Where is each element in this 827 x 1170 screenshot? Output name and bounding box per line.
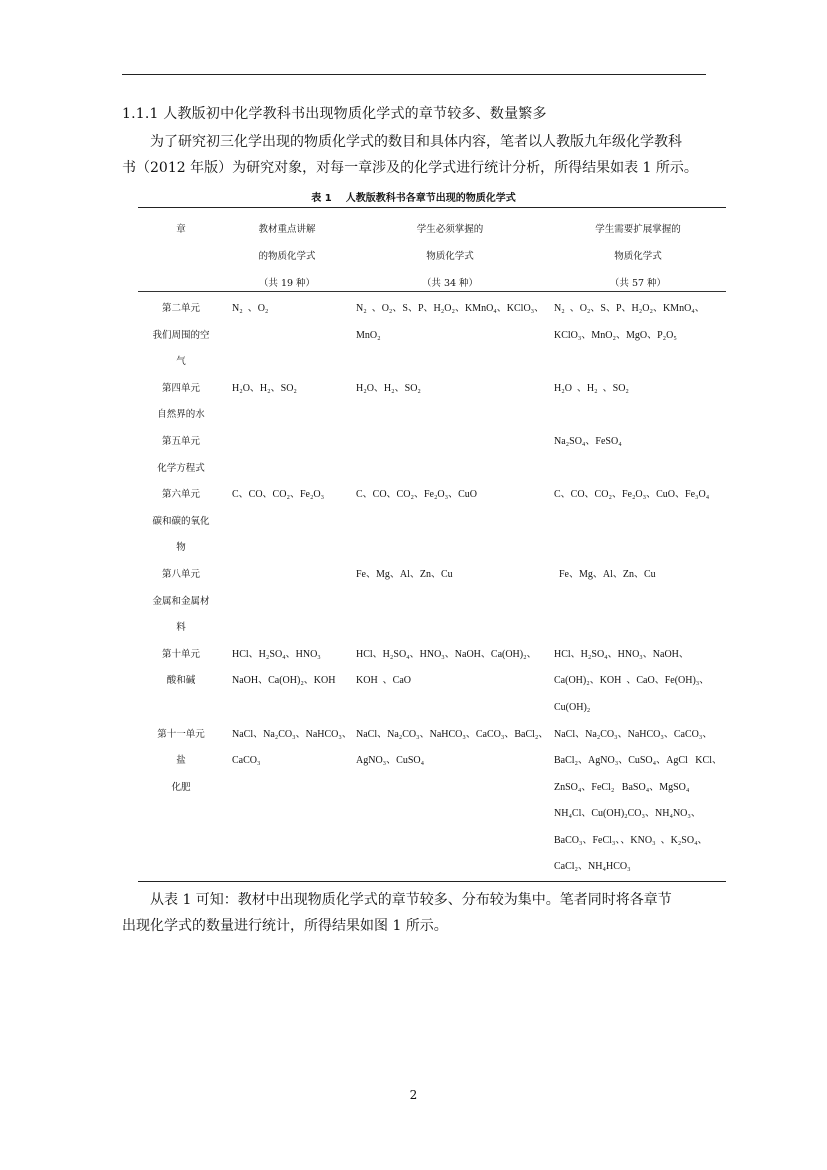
chapter-cell <box>138 376 224 429</box>
after-line-2: 出现化学式的数量进行统计，所得结果如图 1 所示。 <box>122 918 448 934</box>
cell-line: 自然界的水 <box>157 409 205 421</box>
table-caption <box>0 189 827 204</box>
cell-line: 酸和碱 <box>166 675 196 687</box>
must-formulas-cell <box>350 296 550 376</box>
cell-line: NaCl、Na₂CO₃、NaHCO₃、CaCO₃、BaCl₂、 <box>356 728 549 740</box>
extend-formulas-cell <box>550 429 726 482</box>
cell-line: HCl、H₂SO₄、HNO₃ <box>232 648 321 660</box>
table-row <box>138 722 726 882</box>
after-paragraph <box>122 887 708 939</box>
header-line: （共 19 种） <box>258 278 316 289</box>
extend-formulas-cell <box>550 296 726 376</box>
header-line: 章 <box>176 224 186 235</box>
cell-line: 气 <box>176 356 186 368</box>
key-formulas-cell <box>224 722 350 882</box>
cell-line: N₂ 、O₂、S、P、H₂O₂、KMnO₄、 <box>554 303 705 314</box>
table-header <box>138 208 726 291</box>
header-line: 的物质化学式 <box>258 251 316 262</box>
must-formulas-cell <box>350 482 550 562</box>
cell-line: 盐 <box>176 755 186 767</box>
key-formulas-cell <box>224 482 350 562</box>
extend-formulas-cell <box>550 482 726 562</box>
table-row <box>138 429 726 482</box>
header-line: （共 34 种） <box>421 278 479 289</box>
cell-line: 第五单元 <box>161 435 200 447</box>
table-row <box>138 376 726 429</box>
extend-formulas-cell <box>550 562 726 642</box>
cell-line: NH₄Cl、Cu(OH)₂CO₃、NH₄NO₃、 <box>554 808 701 820</box>
cell-line: 化学方程式 <box>157 462 205 474</box>
cell-line: KOH 、CaO <box>356 675 411 687</box>
header-line: 学生必须掌握的 <box>416 224 484 235</box>
chapter-cell <box>138 296 224 376</box>
table-caption-text: 人教版教科书各章节出现的物质化学式 <box>345 193 516 204</box>
cell-line: C、CO、CO₂、Fe₂O₃、CuO <box>356 489 478 501</box>
table-body <box>138 292 726 881</box>
cell-line: HCl、H₂SO₄、HNO₃、NaOH、 <box>554 648 689 660</box>
header-line: 学生需要扩展掌握的 <box>595 224 681 235</box>
header-line: 物质化学式 <box>614 251 662 262</box>
cell-line: C、CO、CO₂、Fe₂O₃、CuO、Fe₃O₄ <box>554 489 710 501</box>
table-row <box>138 562 726 642</box>
cell-line: Cu(OH)₂ <box>554 701 591 713</box>
chapter-cell <box>138 429 224 482</box>
key-formulas-cell <box>224 376 350 429</box>
key-formulas-cell <box>224 429 350 482</box>
must-formulas-cell <box>350 562 550 642</box>
cell-line: CaCl₂、NH₄HCO₃ <box>554 861 631 873</box>
header-key-formulas <box>224 216 350 291</box>
intro-paragraph <box>122 129 708 181</box>
cell-line: BaCO₃、FeCl₃、、KNO₃ 、K₂SO₄、 <box>554 834 708 846</box>
page-number: 2 <box>409 1088 418 1102</box>
header-line: 物质化学式 <box>426 251 474 262</box>
must-formulas-cell <box>350 429 550 482</box>
cell-line: Fe、Mg、Al、Zn、Cu <box>554 568 656 580</box>
formula-table <box>138 207 726 882</box>
header-rule <box>122 74 706 75</box>
chapter-cell <box>138 722 224 882</box>
cell-line: 金属和金属材 <box>152 595 210 607</box>
cell-line: NaCl、Na₂CO₃、NaHCO₃、 <box>232 728 352 740</box>
cell-line: NaCl、Na₂CO₃、NaHCO₃、CaCO₃、 <box>554 728 713 740</box>
chapter-cell <box>138 642 224 722</box>
cell-line: 第四单元 <box>161 382 200 394</box>
cell-line: 料 <box>176 622 186 634</box>
table-row <box>138 642 726 722</box>
table-row <box>138 296 726 376</box>
chapter-cell <box>138 562 224 642</box>
must-formulas-cell <box>350 642 550 722</box>
cell-line: Fe、Mg、Al、Zn、Cu <box>356 568 453 580</box>
must-formulas-cell <box>350 722 550 882</box>
extend-formulas-cell <box>550 642 726 722</box>
key-formulas-cell <box>224 296 350 376</box>
cell-line <box>232 429 350 456</box>
cell-line: H₂O、H₂、SO₂ <box>356 382 421 394</box>
cell-line: 第二单元 <box>161 303 200 314</box>
cell-line: ZnSO₄、FeCl₂ BaSO₄、MgSO₄ <box>554 781 690 793</box>
header-must-formulas <box>350 216 550 291</box>
cell-line: 第六单元 <box>161 489 200 501</box>
cell-line: 物 <box>176 542 186 554</box>
header-extend-formulas <box>550 216 726 291</box>
table-caption-number: 表 1 <box>311 193 332 204</box>
intro-line-1: 为了研究初三化学出现的物质化学式的数目和具体内容，笔者以人教版九年级化学教科 <box>150 134 682 150</box>
intro-line-2: 书（2012 年版）为研究对象，对每一章涉及的化学式进行统计分析，所得结果如表 1 所示。 <box>122 160 698 176</box>
header-line: 教材重点讲解 <box>258 224 316 235</box>
cell-line: NaOH、Ca(OH)₂、KOH <box>232 675 336 687</box>
header-line: （共 57 种） <box>609 278 667 289</box>
cell-line <box>356 429 550 456</box>
after-line-1: 从表 1 可知：教材中出现物质化学式的章节较多、分布较为集中。笔者同时将各章节 <box>150 892 672 908</box>
cell-line: 碳和碳的氧化 <box>152 515 210 527</box>
cell-line: 第十一单元 <box>157 728 205 740</box>
key-formulas-cell <box>224 562 350 642</box>
table-bottom-rule <box>138 881 726 882</box>
cell-line: N₂ 、O₂、S、P、H₂O₂、KMnO₄、KClO₃、 <box>356 303 545 314</box>
cell-line: H₂O 、H₂ 、SO₂ <box>554 382 629 394</box>
cell-line: HCl、H₂SO₄、HNO₃、NaOH、Ca(OH)₂、 <box>356 648 537 660</box>
cell-line: 第十单元 <box>161 648 200 660</box>
section-heading: 1.1.1 人教版初中化学教科书出现物质化学式的章节较多、数量繁多 <box>122 106 547 122</box>
extend-formulas-cell <box>550 722 726 882</box>
cell-line: Na₂SO₄、FeSO₄ <box>554 435 622 447</box>
cell-line: AgNO₃、CuSO₄ <box>356 755 425 767</box>
must-formulas-cell <box>350 376 550 429</box>
key-formulas-cell <box>224 642 350 722</box>
cell-line: N₂ 、O₂ <box>232 303 269 314</box>
cell-line: Ca(OH)₂、KOH 、CaO、Fe(OH)₃、 <box>554 675 710 687</box>
cell-line: 化肥 <box>171 781 191 793</box>
cell-line: C、CO、CO₂、Fe₂O₃ <box>232 489 325 501</box>
cell-line: 第八单元 <box>161 568 200 580</box>
table-row <box>138 482 726 562</box>
cell-line: MnO₂ <box>356 329 381 341</box>
cell-line: KClO₃、MnO₂、MgO、P₂O₅ <box>554 329 677 341</box>
cell-line: CaCO₃ <box>232 755 261 767</box>
extend-formulas-cell <box>550 376 726 429</box>
cell-line: BaCl₂、AgNO₃、CuSO₄、AgCl KCl、 <box>554 755 722 767</box>
chapter-cell <box>138 482 224 562</box>
header-chapter <box>138 216 224 291</box>
cell-line <box>232 562 350 589</box>
cell-line: H₂O、H₂、SO₂ <box>232 382 297 394</box>
cell-line: 我们周围的空 <box>152 329 210 341</box>
